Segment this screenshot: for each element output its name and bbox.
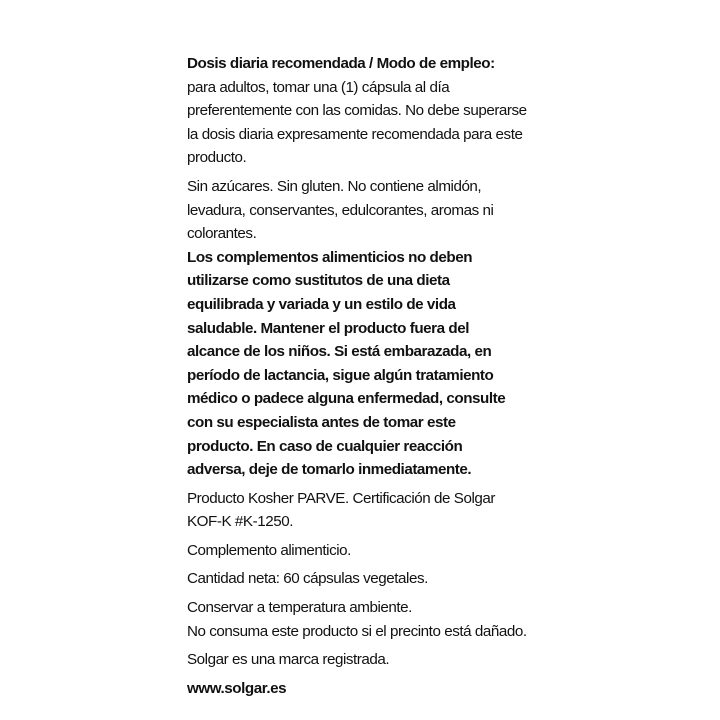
warning-line: con su especialista antes de tomar este — [187, 413, 456, 431]
warning-line: utilizarse como sustitutos de una dieta — [187, 272, 450, 290]
trademark-section — [187, 648, 532, 672]
free-from-line: levadura, conservantes, edulcorantes, aromas ni — [187, 201, 494, 219]
storage-line: Conservar a temperatura ambiente. — [187, 599, 412, 617]
free-from-line: Sin azúcares. Sin gluten. No contiene almidón, — [187, 177, 482, 195]
free-from-section — [187, 175, 532, 246]
dosage-line: producto. — [187, 149, 247, 167]
category-line: Complemento alimenticio. — [187, 541, 351, 559]
product-label-text — [187, 52, 532, 700]
quantity-line: Cantidad neta: 60 cápsulas vegetales. — [187, 570, 428, 588]
kosher-section — [187, 487, 532, 534]
warning-line: período de lactancia, sigue algún tratamiento — [187, 366, 494, 384]
warning-line: equilibrada y variada y un estilo de vida — [187, 295, 456, 313]
warning-section — [187, 246, 532, 482]
dosage-line: preferentemente con las comidas. No debe superarse — [187, 102, 527, 120]
category-section — [187, 539, 532, 563]
free-from-line: colorantes. — [187, 225, 257, 243]
dosage-line: la dosis diaria expresamente recomendada para este — [187, 125, 523, 143]
warning-line: Los complementos alimenticios no deben — [187, 248, 473, 266]
dosage-heading: Dosis diaria recomendada / Modo de empleo: — [187, 55, 495, 72]
quantity-section — [187, 567, 532, 591]
storage-section — [187, 596, 532, 643]
storage-line: No consuma este producto si el precinto está dañado. — [187, 622, 527, 640]
dosage-section — [187, 52, 532, 170]
website-link[interactable]: www.solgar.es — [187, 679, 287, 697]
dosage-line: para adultos, tomar una (1) cápsula al día — [187, 78, 450, 96]
warning-line: adversa, deje de tomarlo inmediatamente. — [187, 461, 472, 479]
warning-line: alcance de los niños. Si está embarazada, en — [187, 343, 492, 361]
warning-line: producto. En caso de cualquier reacción — [187, 437, 463, 455]
trademark-line: Solgar es una marca registrada. — [187, 651, 390, 669]
website-section — [187, 677, 532, 701]
warning-line: saludable. Mantener el producto fuera del — [187, 319, 469, 337]
kosher-line: KOF-K #K-1250. — [187, 513, 293, 531]
warning-line: médico o padece alguna enfermedad, consulte — [187, 390, 506, 408]
kosher-line: Producto Kosher PARVE. Certificación de Solgar — [187, 489, 495, 507]
